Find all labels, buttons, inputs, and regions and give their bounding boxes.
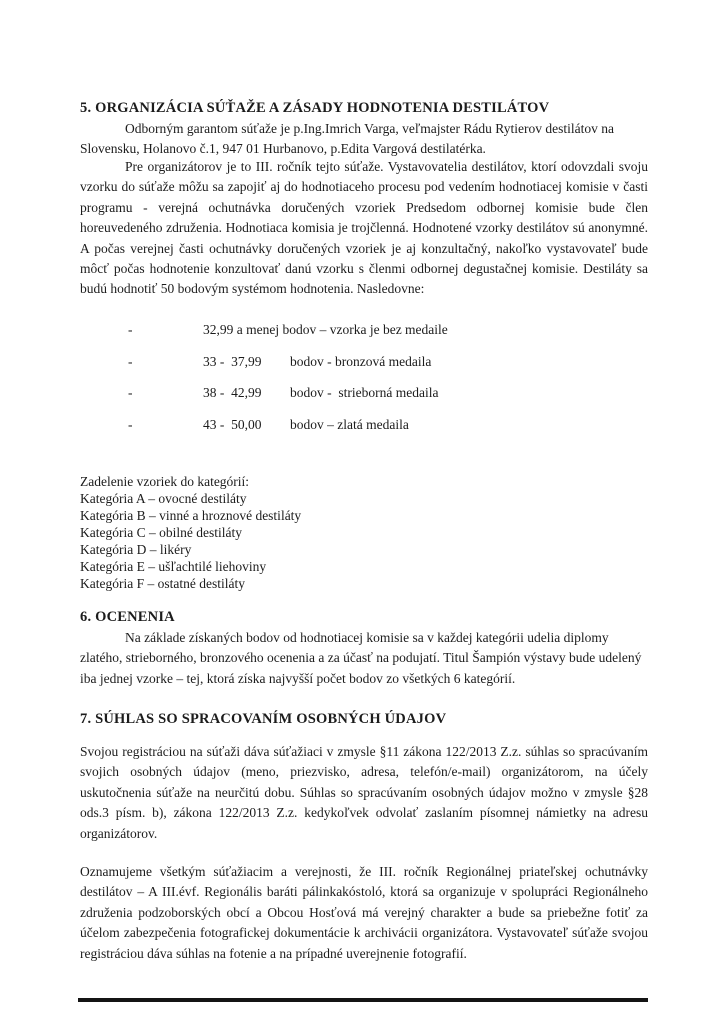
category-item: Kategória C – obilné destiláty [80,525,242,540]
category-item: Kategória E – ušľachtilé liehoviny [80,559,267,574]
medal-scale-range: 43 - 50,00 [203,416,262,432]
category-item: Kategória B – vinné a hroznové destiláty [80,508,302,523]
section-7-heading: 7. SÚHLAS SO SPRACOVANÍM OSOBNÝCH ÚDAJOV [80,711,447,727]
medal-scale-label: bodov – zlatá medaila [290,416,409,432]
section-5-paragraph-1: Odborným garantom súťaže je p.Ing.Imrich Varga, veľmajster Rádu Rytierov destilátov na Slovensku, Holanovo č.1, 947 01 Hurbanovo, p.Edita Vargová destilatérka. [80,121,614,157]
footer-rule [78,998,648,1002]
section-5-paragraph-2: Pre organizátorov je to III. ročník tejto súťaže. Vystavovatelia destilátov, ktorí odovzdali svoju vzorku do súťaže môžu sa zapojiť aj do hodnotiaceho procesu pod vedením hodnotiacej komisie v časti programu - verejná ochutnávka doručených vzoriek Predsedom odbornej komisie bude člen horeuvedeného združenia. Hodnotiaca komisia je trojčlenná. Hodnotené vzorky destilátov sú anonymné. A počas verejnej časti ochutnávky doručených vzoriek je aj konzultačný, nakoľko vystavovateľ bude môcť počas hodnotenie konzultovať danú vzorku s členmi odbornej degustačnej komisie. Destiláty sa budú hodnotiť 50 bodovým systémom hodnotenia. Nasledovne: [80,159,648,297]
category-item: Kategória A – ovocné destiláty [80,491,247,506]
medal-scale-range: 38 - 42,99 [203,385,262,400]
medal-scale-item [80,415,648,435]
section-6-paragraph: Na základe získaných bodov od hodnotiacej komisie sa v každej kategórii udelia diplomy zlatého, strieborného, bronzového ocenenia a za účasť na podujatí. Titul Šampión výstavy bude udelený iba jednej vzorke – tej, ktorá získa najvyšší počet bodov zo všetkých 6 kategórií. [80,630,642,686]
list-dash: - [128,416,133,432]
section-7-paragraph-2: Oznamujeme všetkým súťažiacim a verejnosti, že III. ročník Regionálnej priateľskej ochutnávky destilátov – A III.évf. Regionális baráti pálinkakóstoló, ktorá sa organizuje v spolupráci Regionálneho združenia podzoborských obcí a Obcou Hosťová má verejný charakter a bude sa priebežne fotiť za účelom zabezpečenia fotografickej dokumentácie k archivácii organizátora. Vystavovateľ súťaže svojou registráciou dáva súhlas na fotenie a na prípadné uverejnenie fotografií. [80,864,648,961]
category-list-heading: Zadelenie vzoriek do kategórií: [80,474,250,489]
list-dash: - [128,322,133,337]
medal-scale-item [80,383,648,403]
medal-scale-label: bodov - strieborná medaila [290,385,439,400]
medal-scale-item [80,352,648,372]
category-list [80,473,648,592]
list-dash: - [128,385,133,400]
list-dash: - [128,353,133,369]
medal-scale-range: 33 - 37,99 [203,353,262,369]
section-6-heading: 6. OCENENIA [80,609,175,625]
section-5-heading: 5. ORGANIZÁCIA SÚŤAŽE A ZÁSADY HODNOTENIA DESTILÁTOV [80,100,550,116]
medal-scale-item [80,320,648,340]
medal-scale-text: 32,99 a menej bodov – vzorka je bez medaile [203,322,448,337]
category-item: Kategória F – ostatné destiláty [80,576,245,591]
medal-scale-label: bodov - bronzová medaila [290,353,432,369]
medal-scale-list [80,320,648,446]
section-7-paragraph-1: Svojou registráciou na súťaži dáva súťažiaci v zmysle §11 zákona 122/2013 Z.z. súhlas so spracúvaním svojich osobných údajov (meno, priezvisko, adresa, telefón/e-mail) organizátorom, na účely uskutočnenia súťaže na neurčitú dobu. Súhlas so spracúvaním osobných údajov možno v zmysle §28 ods.3 písm. b), zákona 122/2013 Z.z. kedykoľvek odvolať zaslaním písomnej námietky na adresu organizátorov. [80,744,648,841]
category-item: Kategória D – likéry [80,542,192,557]
